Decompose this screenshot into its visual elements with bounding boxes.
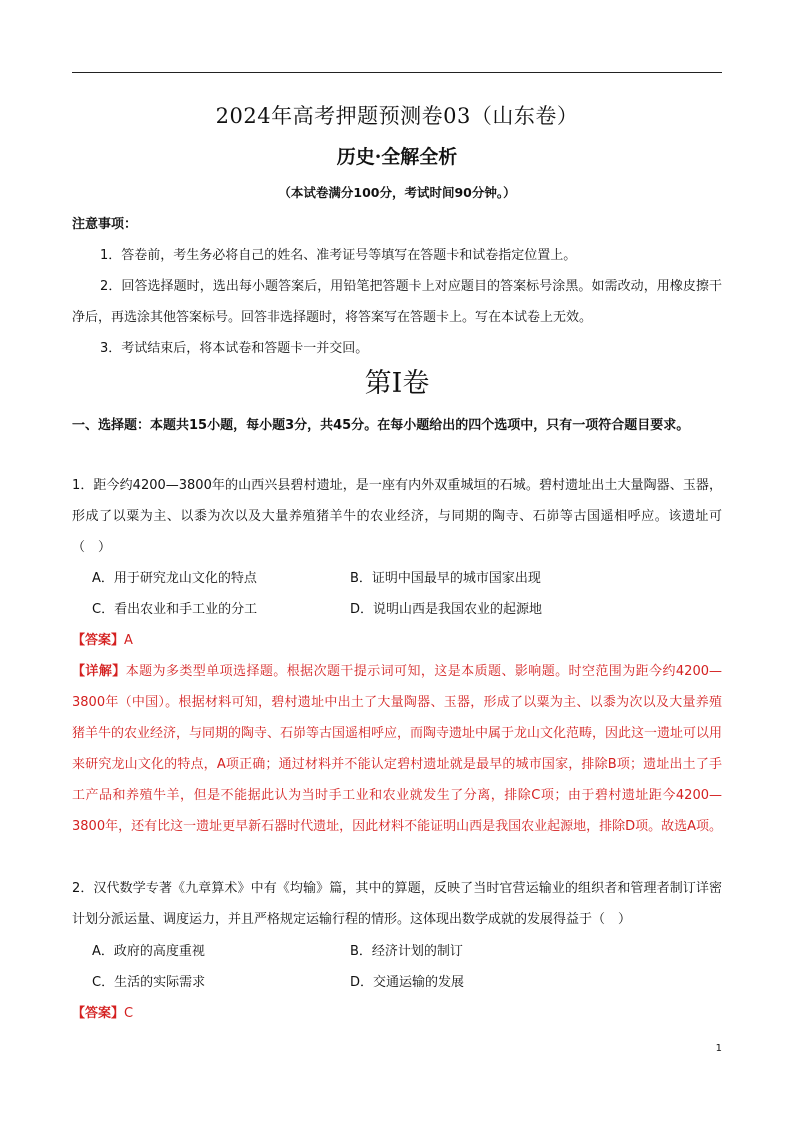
page-number: 1 [715, 1043, 722, 1054]
question-2-stem: 2．汉代数学专著《九章算术》中有《均输》篇，其中的算题，反映了当时官营运输业的组织者和管理者制订详密计划分派运量、调度运力，并且严格规定运输行程的情形。这体现出数学成就的发展得益于（ ） [72, 881, 722, 927]
answer-label: 【答案】 [72, 633, 125, 648]
question-2-options [92, 936, 722, 998]
notice-list [72, 240, 722, 364]
notice-item: 3．考试结束后，将本试卷和答题卡一并交回。 [100, 341, 369, 356]
option-b: B．经济计划的制订 [350, 944, 463, 959]
question-2-answer [72, 998, 133, 1029]
option-a: A．用于研究龙山文化的特点 [92, 571, 257, 586]
option-c: C．生活的实际需求 [92, 975, 206, 990]
option-d: D．交通运输的发展 [350, 975, 465, 990]
question-1-options [92, 563, 722, 625]
header-rule [72, 72, 722, 73]
exam-title: 2024年高考押题预测卷03（山东卷） [215, 104, 579, 128]
answer-value: A [124, 633, 133, 648]
answer-label: 【答案】 [72, 1006, 125, 1021]
option-d: D．说明山西是我国农业的起源地 [350, 602, 543, 617]
question-1-answer [72, 625, 133, 656]
section-intro: 一、选择题：本题共15小题，每小题3分，共45分。在每小题给出的四个选项中，只有一项符合题目要求。 [72, 418, 690, 433]
detail-label: 【详解】 [72, 664, 126, 679]
notice-item: 2．回答选择题时，选出每小题答案后，用铅笔把答题卡上对应题目的答案标号涂黑。如需改动，用橡皮擦干净后，再选涂其他答案标号。回答非选择题时，将答案写在答题卡上。写在本试卷上无效。 [72, 279, 722, 325]
question-1-detail [72, 656, 722, 842]
detail-text: 本题为多类型单项选择题。根据次题干提示词可知，这是本质题、影响题。时空范围为距今约4200—3800年（中国）。根据材料可知，碧村遗址中出土了大量陶器、玉器，形成了以粟为主、以黍为次以及大量养殖猪羊牛的农业经济，与同期的陶寺、石峁等古国遥相呼应，而陶寺遗址中属于龙山文化范畴，因此这一遗址可以用来研究龙山文化的特点，A项正确；通过材料并不能认定碧村遗址就是最早的城市国家，排除B项；遗址出土了手工产品和养殖牛羊，但是不能据此认为当时手工业和农业就发生了分离，排除C项；由于碧村遗址距今4200—3800年，还有比这一遗址更早新石器时代遗址，因此材料不能证明山西是我国农业起源地，排除D项。故选A项。 [72, 664, 723, 834]
notice-heading: 注意事项： [72, 217, 138, 232]
option-a: A．政府的高度重视 [92, 944, 205, 959]
question-1-stem: 1．距今约4200—3800年的山西兴县碧村遗址，是一座有内外双重城垣的石城。碧村遗址出土大量陶器、玉器，形成了以粟为主、以黍为次以及大量养殖猪羊牛的农业经济，与同期的陶寺、石峁等古国遥相呼应。该遗址可（ ） [72, 478, 722, 555]
exam-info: （本试卷满分100分，考试时间90分钟。） [278, 185, 516, 200]
notice-item: 1．答卷前，考生务必将自己的姓名、准考证号等填写在答题卡和试卷指定位置上。 [100, 248, 577, 263]
answer-value: C [124, 1006, 134, 1021]
option-b: B．证明中国最早的城市国家出现 [350, 571, 541, 586]
volume-heading: 第Ⅰ卷 [364, 368, 430, 399]
option-c: C．看出农业和手工业的分工 [92, 602, 258, 617]
exam-subtitle: 历史·全解全析 [336, 146, 458, 168]
